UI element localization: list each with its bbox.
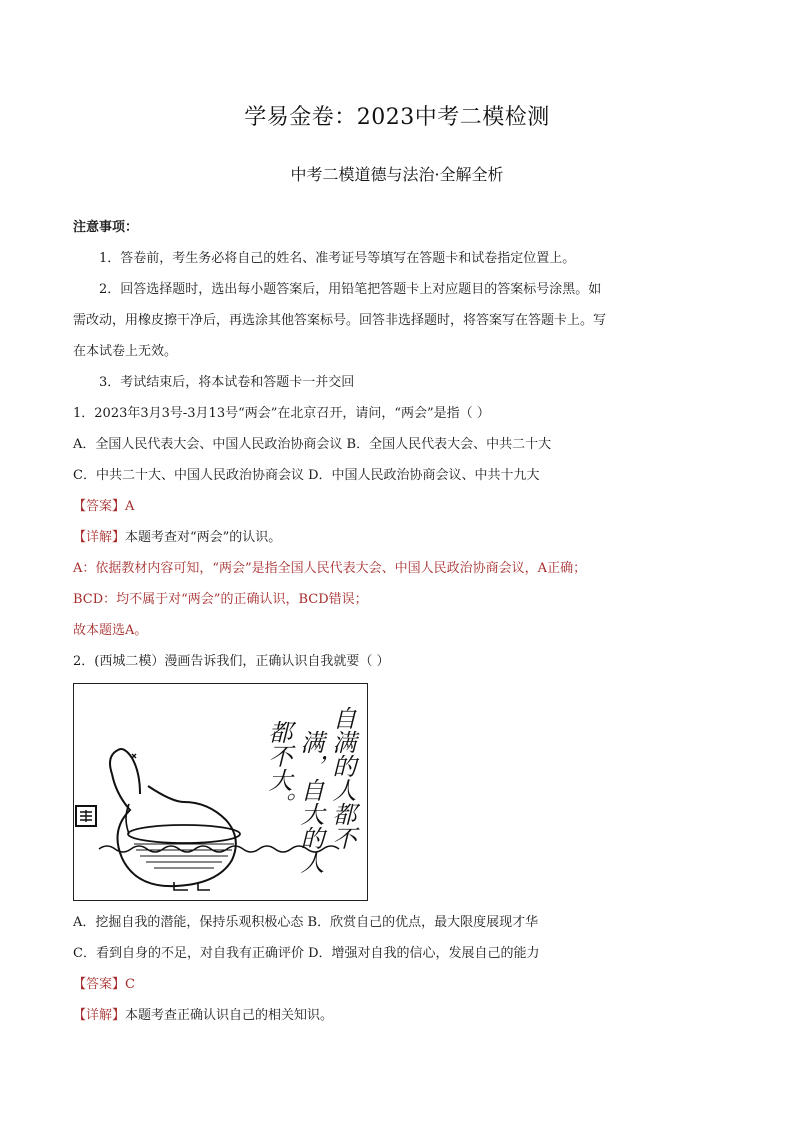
question-1-conclusion: 故本题选A。 xyxy=(73,623,148,638)
question-1-stem: 1．2023年3月3号-3月13号“两会”在北京召开，请问，“两会”是指（ ） xyxy=(73,406,490,421)
detail-label: 【详解】 xyxy=(73,1008,126,1023)
question-2 xyxy=(73,907,733,1031)
cartoon-caption-3: 都不大。 xyxy=(264,720,292,816)
question-1-options-cd: C．中共二十大、中国人民政治协商会议 D．中国人民政治协商会议、中共十九大 xyxy=(73,468,540,483)
answer-label: 【答案】 xyxy=(73,977,126,992)
question-2-stem-block xyxy=(73,646,733,677)
question-2-stem: 2．(西城二模）漫画告诉我们，正确认识自我就要（ ） xyxy=(73,654,390,669)
question-2-answer xyxy=(73,969,733,1000)
page-title: 学易金卷：2023中考二模检测 xyxy=(244,105,550,130)
question-2-options-ab: A．挖掘自我的潜能，保持乐观积极心态 B．欣赏自己的优点，最大限度展现才华 xyxy=(73,915,539,930)
notes-section xyxy=(73,212,733,398)
question-1-analysis-bcd: BCD：均不属于对“两会”的正确认识，BCD错误； xyxy=(73,592,368,607)
note-item-2-cont: 需改动，用橡皮擦干净后，再选涂其他答案标号。回答非选择题时，将答案写在答题卡上。写 xyxy=(73,313,607,328)
page-subtitle: 中考二模道德与法治·全解全析 xyxy=(290,165,504,184)
detail-label: 【详解】 xyxy=(73,530,126,545)
note-item-3: 3．考试结束后，将本试卷和答题卡一并交回 xyxy=(99,375,355,390)
cartoon-image xyxy=(73,683,368,901)
question-2-detail xyxy=(73,1000,733,1031)
note-item-1: 1．答卷前，考生务必将自己的姓名、准考证号等填写在答题卡和试卷指定位置上。 xyxy=(99,251,576,266)
note-item-2-end: 在本试卷上无效。 xyxy=(73,344,178,359)
question-1-answer xyxy=(73,491,733,522)
notes-heading: 注意事项： xyxy=(73,220,139,235)
question-1 xyxy=(73,398,733,646)
cartoon-caption-1: 自满的人都不 xyxy=(328,706,356,850)
question-1-detail xyxy=(73,522,733,553)
cartoon-caption-2: 满，自大的人 xyxy=(296,730,324,874)
detail-text: 本题考查正确认识自己的相关知识。 xyxy=(125,1008,334,1023)
answer-value: C xyxy=(125,977,135,992)
answer-label: 【答案】 xyxy=(73,499,126,514)
note-item-2: 2．回答选择题时，选出每小题答案后，用铅笔把答题卡上对应题目的答案标号涂黑。如 xyxy=(99,282,602,297)
artist-seal-icon xyxy=(74,804,98,828)
answer-value: A xyxy=(125,499,135,514)
question-1-options-ab: A．全国人民代表大会、中国人民政治协商会议 B．全国人民代表大会、中共二十大 xyxy=(73,437,552,452)
question-2-options-cd: C．看到自身的不足，对自我有正确评价 D．增强对自我的信心，发展自己的能力 xyxy=(73,946,540,961)
detail-text: 本题考查对“两会”的认识。 xyxy=(125,530,282,545)
question-1-analysis-a: A：依据教材内容可知，“两会”是指全国人民代表大会、中国人民政治协商会议，A正确； xyxy=(73,561,587,576)
